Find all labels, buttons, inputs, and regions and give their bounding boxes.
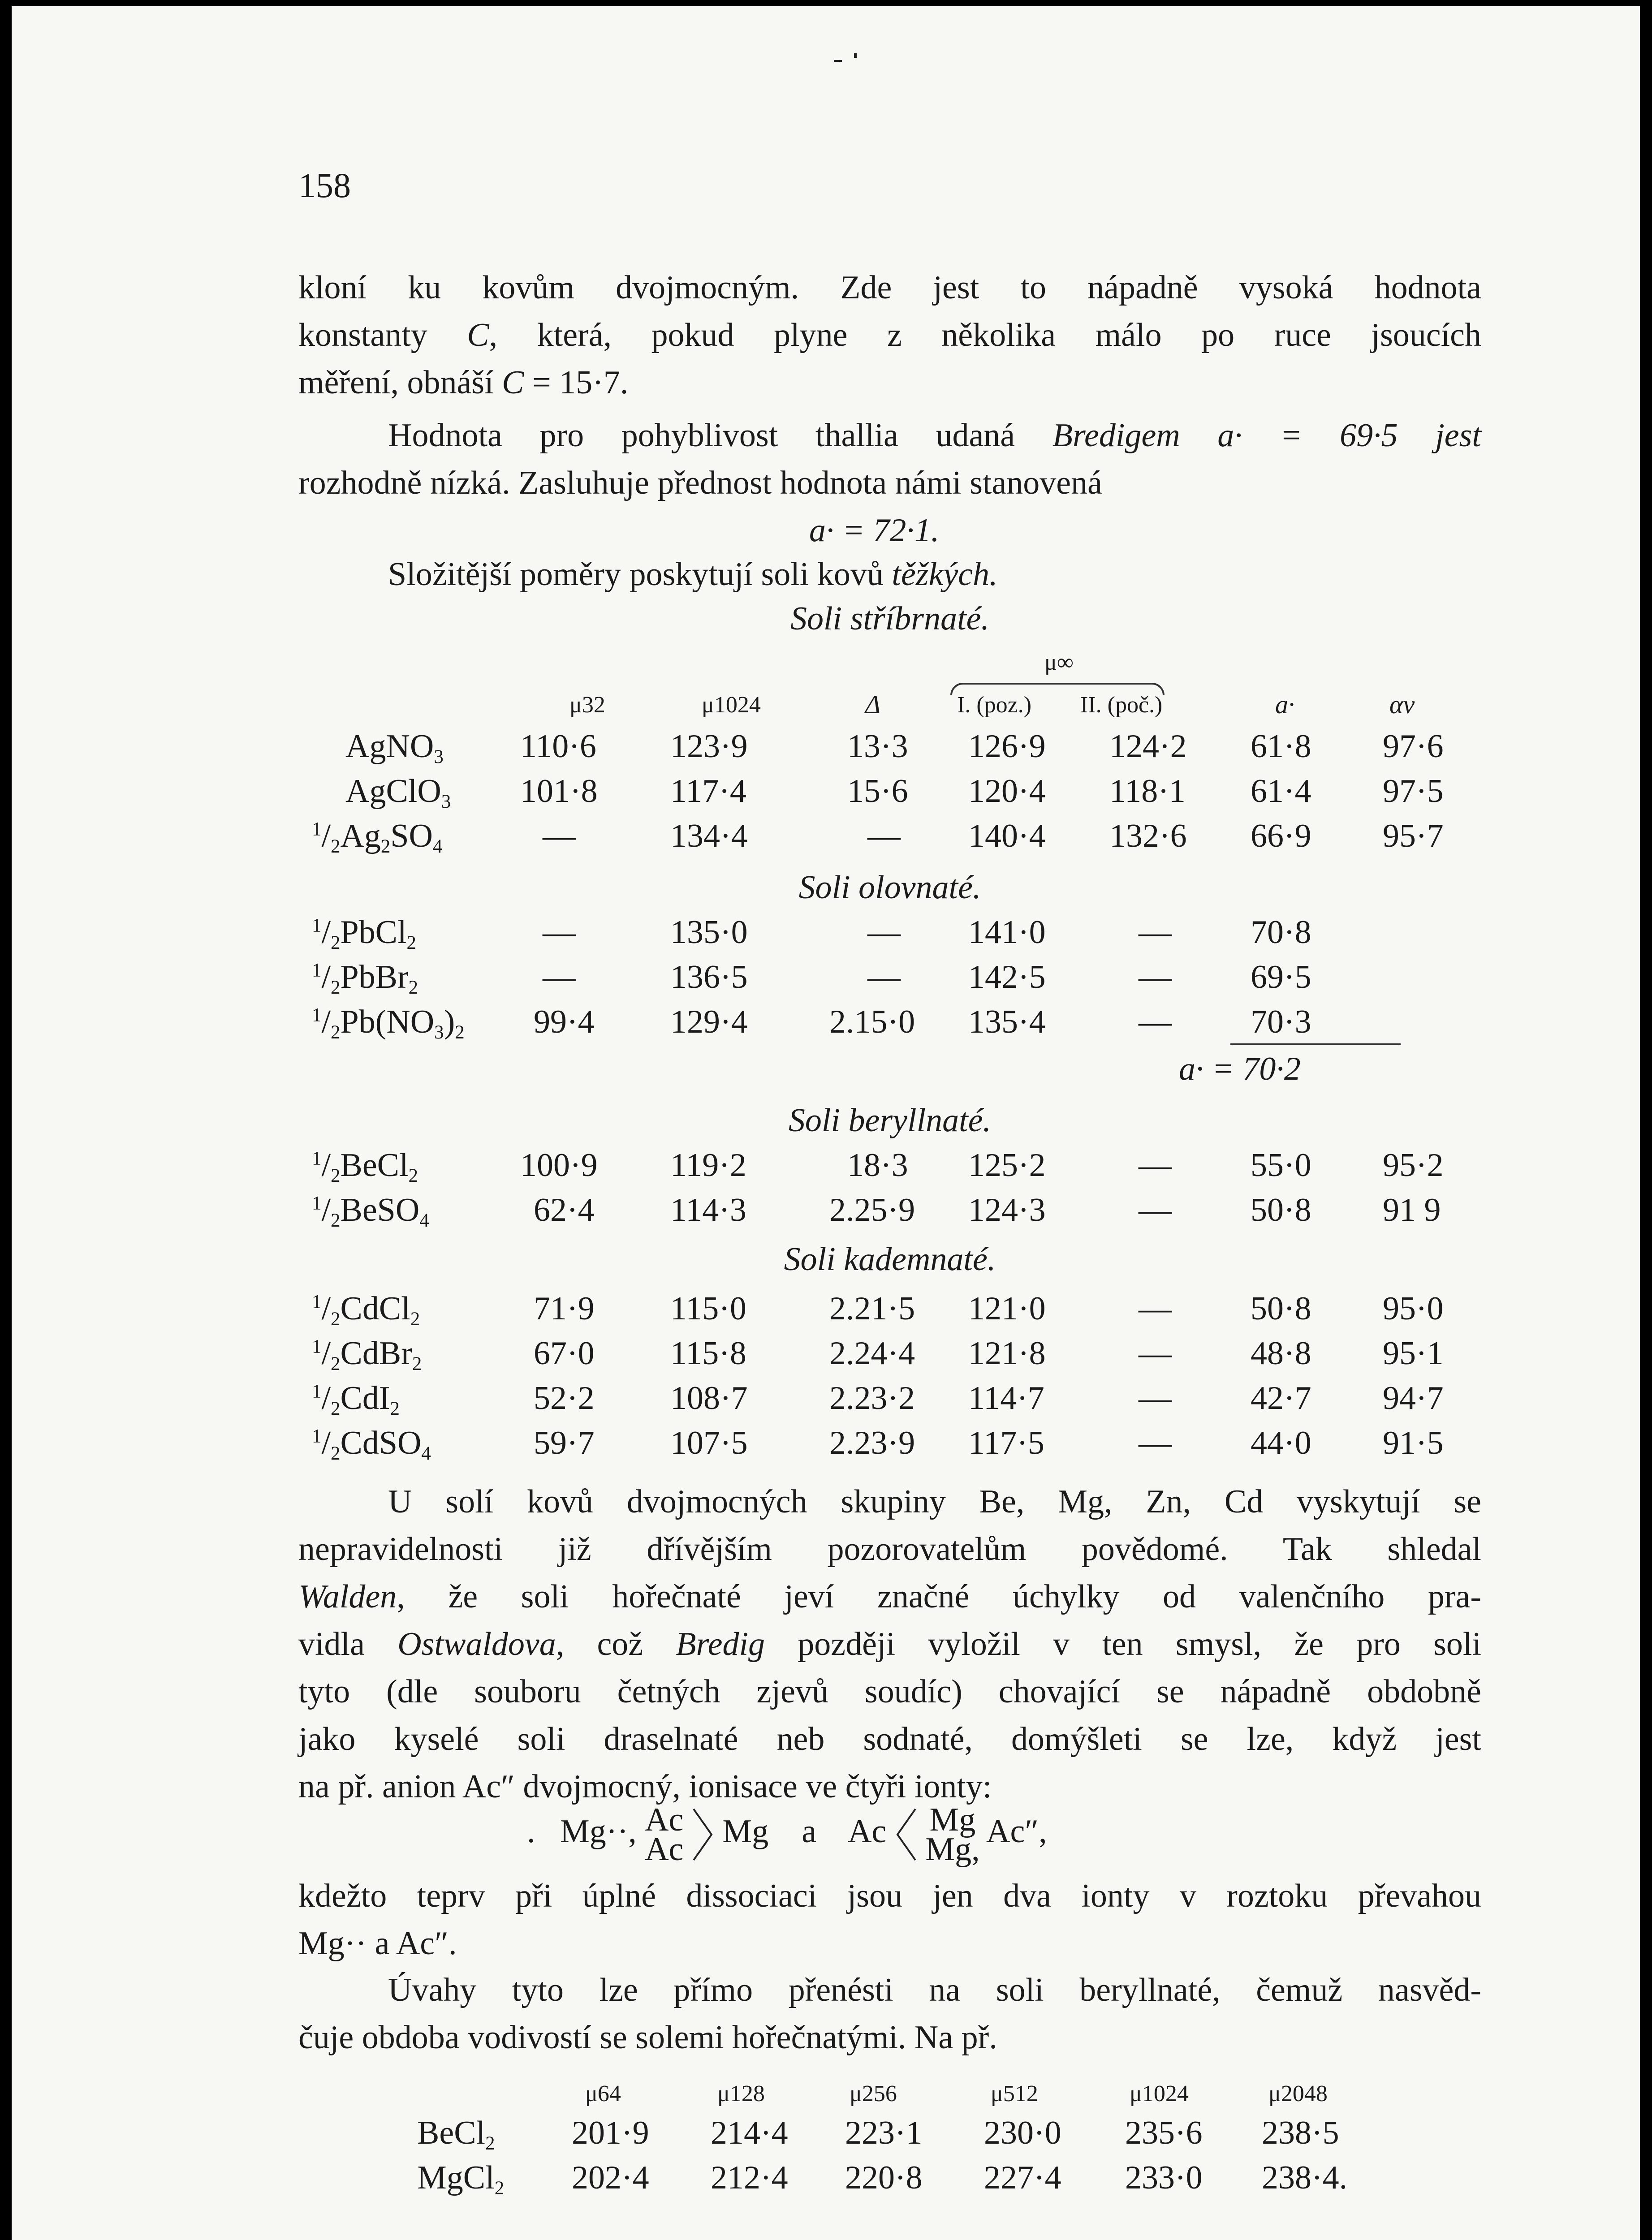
value-cell: 2.15·0 <box>829 1004 915 1040</box>
value-cell: 141·0 <box>968 914 1046 951</box>
salt-formula: $^1/_2BeCl_2$ <box>312 1147 418 1186</box>
value-cell: — <box>543 818 576 854</box>
value-cell: 124·3 <box>968 1192 1046 1228</box>
value-cell: 70·3 <box>1251 1004 1311 1040</box>
header-mu1024: μ1024 <box>1130 2081 1189 2106</box>
value-cell: 230·0 <box>984 2115 1061 2151</box>
value-cell: 120·4 <box>968 773 1046 810</box>
value-cell: 235·6 <box>1125 2115 1203 2151</box>
value-cell: 95·7 <box>1383 818 1444 854</box>
salt-formula: $^1/_2Pb(NO_3)_2$ <box>312 1004 465 1043</box>
value-cell: 91 9 <box>1383 1192 1441 1228</box>
text-line: U solí kovů dvojmocných skupiny Be, Mg, Zn, Cd vyskytují se <box>388 1483 1481 1520</box>
value-cell: 108·7 <box>670 1380 748 1417</box>
text-line: konstanty C, která, pokud plyne z několika málo po ruce jsoucích <box>298 317 1482 353</box>
value-cell: 101·8 <box>520 773 598 810</box>
value-cell: 42·7 <box>1251 1380 1311 1417</box>
salt-formula: $^1/_2CdSO_4$ <box>312 1425 431 1464</box>
salt-formula: AgClO$_3$ <box>345 773 451 812</box>
heading-lead: Soli olovnaté. <box>798 869 981 906</box>
text-line: nepravidelnosti již dřívějším pozorovatelům povědomé. Tak shledal <box>298 1531 1481 1568</box>
header-measured: I. (poz.) <box>957 692 1032 718</box>
value-cell: 212·4 <box>711 2159 788 2196</box>
value-cell: — <box>867 914 901 951</box>
text-line: kloní ku kovům dvojmocným. Zde jest to nápadně vysoká hodnota <box>298 269 1481 306</box>
heading-cadmium: Soli kademnaté. <box>784 1241 996 1278</box>
text-line: jako kyselé soli draselnaté neb sodnaté, domýšleti se lze, když jest <box>298 1721 1481 1758</box>
paragraph-2 <box>298 412 1481 554</box>
value-cell: 125·2 <box>968 1147 1046 1184</box>
value-cell: 67·0 <box>534 1335 595 1372</box>
value-cell: 50·8 <box>1251 1290 1311 1327</box>
text-line: tyto (dle souboru četných zjevů soudíc) chovající se nápadně obdobně <box>298 1673 1481 1710</box>
value-cell: 227·4 <box>984 2159 1061 2196</box>
paragraph-4 <box>298 1478 1481 1810</box>
formula-ac-ion: Ac″, <box>986 1813 1047 1850</box>
value-cell: — <box>1139 1335 1172 1372</box>
page-number: 158 <box>298 166 351 205</box>
scan-mark <box>834 60 842 62</box>
salt-formula: AgNO$_3$ <box>345 728 444 767</box>
value-cell: 15·6 <box>847 773 908 810</box>
value-cell: 91·5 <box>1383 1425 1444 1461</box>
value-cell: 61·8 <box>1251 728 1311 765</box>
text-line: a· = 72·1. <box>809 512 940 549</box>
text-line: Hodnota pro pohyblivost thallia udaná Bredigem a· = 69·5 jest <box>388 417 1481 454</box>
text-line: Úvahy tyto lze přímo přenésti na soli beryllnaté, čemuž nasvěd- <box>388 1972 1481 2008</box>
value-cell: 124·2 <box>1109 728 1187 765</box>
text-line: vidla Ostwaldova, což Bredig později vyložil v ten smysl, že pro soli <box>298 1626 1482 1663</box>
salt-formula: $^1/_2BeSO_4$ <box>312 1192 429 1231</box>
salt-formula: BeCl$_2$ <box>417 2115 495 2154</box>
header-alpha: αv <box>1389 690 1415 719</box>
value-cell: 99·4 <box>534 1004 595 1040</box>
value-cell: 115·8 <box>670 1335 746 1372</box>
value-cell: 62·4 <box>534 1192 595 1228</box>
value-cell: 69·5 <box>1251 959 1311 995</box>
value-cell: — <box>1139 959 1172 995</box>
value-cell: 220·8 <box>845 2159 923 2196</box>
formula-mg-ion: Mg··, <box>560 1813 637 1850</box>
value-cell: 202·4 <box>572 2159 649 2196</box>
value-cell: 129·4 <box>670 1004 748 1040</box>
value-cell: 132·6 <box>1109 818 1187 854</box>
value-cell: 140·4 <box>968 818 1046 854</box>
scan-mark <box>854 53 857 58</box>
text-line: Složitější poměry poskytují soli kovů těžkých. <box>388 556 998 593</box>
value-cell: — <box>1139 1004 1172 1040</box>
value-cell: 97·6 <box>1383 728 1444 765</box>
value-cell: 61·4 <box>1251 773 1311 810</box>
value-cell: 107·5 <box>670 1425 748 1461</box>
value-cell: 135·0 <box>670 914 748 951</box>
value-cell: 233·0 <box>1125 2159 1203 2196</box>
text-line: kdežto teprv při úplné dissociaci jsou jen dva ionty v roztoku převahou <box>298 1878 1481 1914</box>
value-cell: 55·0 <box>1251 1147 1311 1184</box>
value-cell: 48·8 <box>1251 1335 1311 1372</box>
value-cell: 44·0 <box>1251 1425 1311 1461</box>
mu-infinity-label: μ∞ <box>1044 650 1074 675</box>
value-cell: 117·4 <box>670 773 746 810</box>
value-cell: 100·9 <box>520 1147 598 1184</box>
value-cell: 2.23·9 <box>829 1425 915 1461</box>
salt-formula: MgCl$_2$ <box>417 2159 505 2199</box>
mean-rule <box>1230 1043 1401 1045</box>
value-cell: — <box>1139 1380 1172 1417</box>
formula-and: a <box>802 1813 817 1850</box>
header-mobility: a· <box>1275 690 1295 719</box>
value-cell: 121·0 <box>968 1290 1046 1327</box>
value-cell: 238·5 <box>1262 2115 1339 2151</box>
header-calculated: II. (poč.) <box>1080 692 1163 718</box>
ionisation-formula <box>527 1801 1047 1868</box>
value-cell: 136·5 <box>670 959 748 995</box>
header-mu64: μ64 <box>585 2081 621 2106</box>
value-cell: 114·3 <box>670 1192 746 1228</box>
formula-mg: Mg <box>722 1813 769 1850</box>
value-cell: 110·6 <box>520 728 596 765</box>
value-cell: 2.24·4 <box>829 1335 915 1372</box>
value-cell: 119·2 <box>670 1147 746 1184</box>
value-cell: — <box>1139 1290 1172 1327</box>
value-cell: — <box>543 959 576 995</box>
text-line: čuje obdoba vodivostí se solemi hořečnatými. Na př. <box>298 2019 997 2056</box>
value-cell: 2.23·2 <box>829 1380 915 1417</box>
header-mu1024: μ1024 <box>702 692 761 718</box>
value-cell: 66·9 <box>1251 818 1311 854</box>
value-cell: 95·2 <box>1383 1147 1444 1184</box>
value-cell: 121·8 <box>968 1335 1046 1372</box>
book-page <box>12 6 1640 2240</box>
value-cell: 13·3 <box>847 728 908 765</box>
value-cell: 223·1 <box>845 2115 923 2151</box>
formula-ac: Ac <box>847 1813 887 1850</box>
paragraph-5 <box>298 1872 1481 1967</box>
value-cell: — <box>1139 1147 1172 1184</box>
diverging-bracket <box>895 1805 917 1864</box>
value-cell: 2.21·5 <box>829 1290 915 1327</box>
header-mu2048: μ2048 <box>1268 2081 1328 2106</box>
text-line: Mg·· a Ac″. <box>298 1925 457 1962</box>
value-cell: 70·8 <box>1251 914 1311 951</box>
salt-formula: $^1/_2PbCl_2$ <box>312 914 416 953</box>
formula-ac-stack: Ac Ac <box>645 1801 684 1868</box>
value-cell: — <box>1139 1425 1172 1461</box>
salt-formula: $^1/_2CdCl_2$ <box>312 1290 420 1330</box>
heading-beryllium: Soli beryllnaté. <box>788 1102 992 1139</box>
value-cell: 18·3 <box>847 1147 908 1184</box>
value-cell: 214·4 <box>711 2115 788 2151</box>
value-cell: 97·5 <box>1383 773 1444 810</box>
paragraph-3 <box>298 551 1481 598</box>
formula-mg-stack: Mg Mg, <box>925 1801 980 1868</box>
value-cell: — <box>1139 914 1172 951</box>
paragraph-6 <box>298 1966 1481 2061</box>
value-cell: 95·1 <box>1383 1335 1444 1372</box>
value-cell: — <box>543 914 576 951</box>
value-cell: 134·4 <box>670 818 748 854</box>
paragraph-1 <box>298 264 1481 406</box>
value-cell: 59·7 <box>534 1425 595 1461</box>
heading-silver: Soli stříbrnaté. <box>790 600 990 637</box>
text-line: rozhodně nízká. Zasluhuje přednost hodnota námi stanovená <box>298 465 1102 501</box>
value-cell: — <box>867 818 901 854</box>
salt-formula: $^1/_2CdBr_2$ <box>312 1335 422 1374</box>
salt-formula: $^1/_2CdI_2$ <box>312 1380 400 1419</box>
header-mu256: μ256 <box>850 2081 897 2106</box>
salt-formula: $^1/_2Ag_2SO_4$ <box>312 818 443 857</box>
value-cell: — <box>867 959 901 995</box>
value-cell: — <box>1139 1192 1172 1228</box>
value-cell: 95·0 <box>1383 1290 1444 1327</box>
formula-dot: . <box>527 1813 535 1850</box>
lead-mean-mobility: a· = 70·2 <box>1179 1051 1301 1087</box>
value-cell: 135·4 <box>968 1004 1046 1040</box>
value-cell: 115·0 <box>670 1290 746 1327</box>
value-cell: 201·9 <box>572 2115 649 2151</box>
text-line: Walden, že soli hořečnaté jeví značné úchylky od valenčního pra- <box>298 1578 1481 1615</box>
text-line: na př. anion Ac″ dvojmocný, ionisace ve čtyři ionty: <box>298 1768 992 1805</box>
header-mu32: μ32 <box>569 692 605 718</box>
value-cell: 126·9 <box>968 728 1046 765</box>
header-delta: Δ <box>865 690 881 719</box>
value-cell: 52·2 <box>534 1380 595 1417</box>
value-cell: 117·5 <box>968 1425 1044 1461</box>
converging-bracket <box>692 1805 714 1864</box>
header-mu128: μ128 <box>717 2081 765 2106</box>
value-cell: 94·7 <box>1383 1380 1444 1417</box>
value-cell: 142·5 <box>968 959 1046 995</box>
header-mu512: μ512 <box>991 2081 1038 2106</box>
value-cell: 50·8 <box>1251 1192 1311 1228</box>
value-cell: 123·9 <box>670 728 748 765</box>
value-cell: 114·7 <box>968 1380 1044 1417</box>
salt-formula: $^1/_2PbBr_2$ <box>312 959 418 998</box>
value-cell: 118·1 <box>1109 773 1186 810</box>
value-cell: 238·4. <box>1262 2159 1348 2196</box>
text-line: měření, obnáší C = 15·7. <box>298 364 629 401</box>
value-cell: 71·9 <box>534 1290 595 1327</box>
value-cell: 2.25·9 <box>829 1192 915 1228</box>
